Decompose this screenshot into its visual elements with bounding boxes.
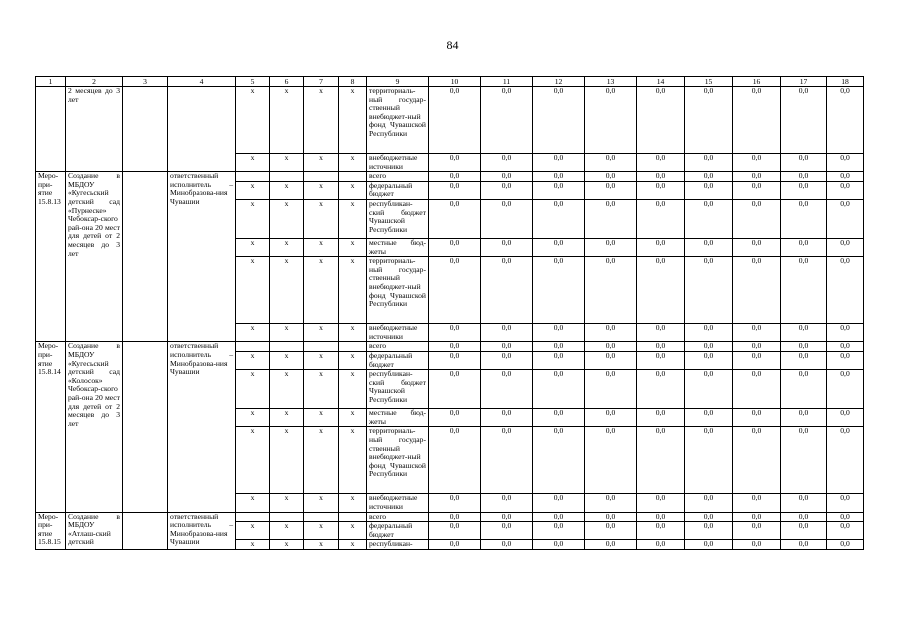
value-cell: 0,0: [733, 494, 781, 512]
value-cell: 0,0: [637, 351, 685, 369]
value-cell: 0,0: [827, 427, 864, 494]
value-cell: 0,0: [481, 324, 533, 342]
value-cell: 0,0: [429, 522, 481, 540]
x-mark-cell: x: [304, 87, 339, 154]
x-mark-cell: x: [270, 181, 304, 199]
value-cell: 0,0: [481, 522, 533, 540]
value-cell: 0,0: [585, 342, 637, 352]
x-mark-cell: x: [339, 238, 367, 256]
value-cell: 0,0: [781, 199, 827, 238]
value-cell: 0,0: [685, 409, 733, 427]
value-cell: 0,0: [637, 238, 685, 256]
column-header: 5: [236, 77, 270, 87]
x-mark-cell: x: [270, 324, 304, 342]
x-mark-cell: x: [236, 351, 270, 369]
x-mark-cell: x: [270, 540, 304, 550]
value-cell: 0,0: [781, 351, 827, 369]
value-cell: 0,0: [637, 370, 685, 409]
column-header: 8: [339, 77, 367, 87]
value-cell: 0,0: [827, 181, 864, 199]
x-mark-cell: [304, 172, 339, 182]
value-cell: 0,0: [685, 342, 733, 352]
value-cell: 0,0: [781, 512, 827, 522]
value-cell: 0,0: [827, 494, 864, 512]
value-cell: 0,0: [429, 409, 481, 427]
value-cell: 0,0: [733, 370, 781, 409]
value-cell: 0,0: [429, 427, 481, 494]
value-cell: 0,0: [827, 87, 864, 154]
value-cell: 0,0: [827, 351, 864, 369]
value-cell: 0,0: [637, 87, 685, 154]
value-cell: 0,0: [781, 540, 827, 550]
measure-label-cell: Меро-при-ятие 15.8.14: [36, 342, 66, 512]
value-cell: 0,0: [533, 238, 585, 256]
x-mark-cell: x: [304, 494, 339, 512]
value-cell: 0,0: [685, 370, 733, 409]
value-cell: 0,0: [585, 409, 637, 427]
x-mark-cell: x: [304, 324, 339, 342]
x-mark-cell: x: [304, 257, 339, 324]
x-mark-cell: x: [339, 427, 367, 494]
value-cell: 0,0: [481, 427, 533, 494]
value-cell: 0,0: [733, 324, 781, 342]
value-cell: 0,0: [585, 172, 637, 182]
column-header: 12: [533, 77, 585, 87]
x-mark-cell: x: [236, 370, 270, 409]
x-mark-cell: x: [236, 154, 270, 172]
value-cell: 0,0: [429, 512, 481, 522]
empty-cell: [123, 342, 168, 512]
value-cell: 0,0: [533, 409, 585, 427]
x-mark-cell: x: [339, 494, 367, 512]
value-cell: 0,0: [585, 87, 637, 154]
value-cell: 0,0: [429, 87, 481, 154]
x-mark-cell: x: [270, 87, 304, 154]
x-mark-cell: x: [236, 540, 270, 550]
executor-cell: ответственный исполнитель – Минобразова-ния Чувашии: [168, 172, 236, 342]
column-header: 4: [168, 77, 236, 87]
value-cell: 0,0: [827, 324, 864, 342]
value-cell: 0,0: [733, 257, 781, 324]
value-cell: 0,0: [685, 324, 733, 342]
x-mark-cell: x: [339, 370, 367, 409]
x-mark-cell: x: [236, 87, 270, 154]
value-cell: 0,0: [685, 494, 733, 512]
executor-cell: ответственный исполнитель – Минобразова-ния Чувашии: [168, 342, 236, 512]
x-mark-cell: x: [236, 522, 270, 540]
x-mark-cell: x: [270, 494, 304, 512]
value-cell: 0,0: [637, 540, 685, 550]
column-header: 10: [429, 77, 481, 87]
value-cell: 0,0: [733, 427, 781, 494]
measure-description-cell: Создание в МБДОУ «Атлаш-ский детский: [66, 512, 123, 549]
value-cell: 0,0: [733, 87, 781, 154]
value-cell: 0,0: [429, 199, 481, 238]
funding-source-cell: местные бюд-жеты: [367, 238, 429, 256]
value-cell: 0,0: [481, 494, 533, 512]
x-mark-cell: x: [270, 351, 304, 369]
x-mark-cell: x: [270, 238, 304, 256]
column-header: 3: [123, 77, 168, 87]
value-cell: 0,0: [533, 494, 585, 512]
value-cell: 0,0: [429, 172, 481, 182]
value-cell: 0,0: [481, 199, 533, 238]
x-mark-cell: x: [236, 494, 270, 512]
x-mark-cell: x: [339, 257, 367, 324]
value-cell: 0,0: [481, 351, 533, 369]
value-cell: 0,0: [533, 512, 585, 522]
x-mark-cell: x: [270, 154, 304, 172]
x-mark-cell: [304, 342, 339, 352]
x-mark-cell: x: [236, 409, 270, 427]
x-mark-cell: [270, 512, 304, 522]
value-cell: 0,0: [429, 154, 481, 172]
value-cell: 0,0: [733, 199, 781, 238]
value-cell: 0,0: [533, 172, 585, 182]
value-cell: 0,0: [781, 409, 827, 427]
value-cell: 0,0: [827, 540, 864, 550]
column-header: 13: [585, 77, 637, 87]
value-cell: 0,0: [781, 370, 827, 409]
value-cell: 0,0: [637, 512, 685, 522]
x-mark-cell: x: [304, 522, 339, 540]
value-cell: 0,0: [481, 154, 533, 172]
value-cell: 0,0: [533, 522, 585, 540]
budget-table-container: [35, 76, 864, 550]
value-cell: 0,0: [481, 238, 533, 256]
value-cell: 0,0: [533, 324, 585, 342]
value-cell: 0,0: [533, 370, 585, 409]
x-mark-cell: x: [304, 154, 339, 172]
x-mark-cell: [270, 342, 304, 352]
table-row: [36, 87, 864, 154]
value-cell: 0,0: [481, 342, 533, 352]
column-header: 2: [66, 77, 123, 87]
value-cell: 0,0: [827, 172, 864, 182]
page-number: 84: [446, 38, 459, 52]
value-cell: 0,0: [481, 512, 533, 522]
value-cell: 0,0: [585, 238, 637, 256]
value-cell: 0,0: [585, 540, 637, 550]
value-cell: 0,0: [733, 154, 781, 172]
value-cell: 0,0: [637, 199, 685, 238]
funding-source-cell: федеральный бюджет: [367, 181, 429, 199]
funding-source-cell: республикан-: [367, 540, 429, 550]
value-cell: 0,0: [685, 154, 733, 172]
value-cell: 0,0: [533, 199, 585, 238]
value-cell: 0,0: [429, 370, 481, 409]
funding-source-cell: всего: [367, 512, 429, 522]
budget-table: [35, 76, 864, 550]
x-mark-cell: x: [236, 199, 270, 238]
value-cell: 0,0: [781, 172, 827, 182]
x-mark-cell: x: [339, 181, 367, 199]
x-mark-cell: x: [236, 324, 270, 342]
value-cell: 0,0: [481, 370, 533, 409]
value-cell: 0,0: [533, 87, 585, 154]
x-mark-cell: x: [304, 181, 339, 199]
value-cell: 0,0: [733, 351, 781, 369]
value-cell: 0,0: [637, 181, 685, 199]
value-cell: 0,0: [733, 540, 781, 550]
value-cell: 0,0: [533, 257, 585, 324]
x-mark-cell: [236, 342, 270, 352]
value-cell: 0,0: [781, 154, 827, 172]
x-mark-cell: x: [270, 370, 304, 409]
value-cell: 0,0: [781, 257, 827, 324]
value-cell: 0,0: [637, 494, 685, 512]
value-cell: 0,0: [533, 540, 585, 550]
value-cell: 0,0: [585, 351, 637, 369]
x-mark-cell: x: [339, 154, 367, 172]
value-cell: 0,0: [585, 494, 637, 512]
funding-source-cell: всего: [367, 172, 429, 182]
value-cell: 0,0: [781, 494, 827, 512]
value-cell: 0,0: [685, 257, 733, 324]
value-cell: 0,0: [685, 427, 733, 494]
x-mark-cell: x: [304, 199, 339, 238]
x-mark-cell: [304, 512, 339, 522]
value-cell: 0,0: [781, 342, 827, 352]
value-cell: 0,0: [637, 342, 685, 352]
x-mark-cell: x: [304, 370, 339, 409]
x-mark-cell: x: [270, 257, 304, 324]
x-mark-cell: x: [236, 181, 270, 199]
column-header: 11: [481, 77, 533, 87]
value-cell: 0,0: [585, 427, 637, 494]
x-mark-cell: x: [339, 522, 367, 540]
value-cell: 0,0: [585, 370, 637, 409]
value-cell: 0,0: [685, 351, 733, 369]
x-mark-cell: x: [339, 409, 367, 427]
value-cell: 0,0: [685, 522, 733, 540]
x-mark-cell: x: [270, 409, 304, 427]
value-cell: 0,0: [781, 181, 827, 199]
x-mark-cell: x: [339, 540, 367, 550]
x-mark-cell: x: [270, 199, 304, 238]
table-body: [36, 77, 864, 550]
value-cell: 0,0: [585, 199, 637, 238]
value-cell: 0,0: [585, 324, 637, 342]
value-cell: 0,0: [685, 172, 733, 182]
measure-description-cell: 2 месяцев до 3 лет: [66, 87, 123, 172]
x-mark-cell: [236, 512, 270, 522]
column-header: 9: [367, 77, 429, 87]
x-mark-cell: x: [270, 522, 304, 540]
value-cell: 0,0: [733, 238, 781, 256]
value-cell: 0,0: [585, 154, 637, 172]
value-cell: 0,0: [733, 409, 781, 427]
value-cell: 0,0: [533, 342, 585, 352]
value-cell: 0,0: [733, 181, 781, 199]
x-mark-cell: [236, 172, 270, 182]
x-mark-cell: x: [236, 257, 270, 324]
value-cell: 0,0: [533, 154, 585, 172]
value-cell: 0,0: [585, 512, 637, 522]
value-cell: 0,0: [781, 324, 827, 342]
value-cell: 0,0: [429, 324, 481, 342]
value-cell: 0,0: [533, 351, 585, 369]
value-cell: 0,0: [533, 427, 585, 494]
funding-source-cell: территориаль-ный государ-ственный внебюджет-ный фонд Чувашской Республики: [367, 427, 429, 494]
empty-cell: [123, 87, 168, 172]
empty-cell: [123, 172, 168, 342]
value-cell: 0,0: [481, 87, 533, 154]
column-header: 14: [637, 77, 685, 87]
empty-cell: [123, 512, 168, 549]
measure-description-cell: Создание в МБДОУ «Кугесьский детский сад «Пурнеске» Чебоксар-ского рай-она 20 мест для детей от 2 месяцев до 3 лет: [66, 172, 123, 342]
funding-source-cell: федеральный бюджет: [367, 522, 429, 540]
x-mark-cell: x: [304, 427, 339, 494]
value-cell: 0,0: [781, 238, 827, 256]
value-cell: 0,0: [429, 181, 481, 199]
value-cell: 0,0: [637, 427, 685, 494]
column-header: 7: [304, 77, 339, 87]
table-row: [36, 172, 864, 182]
column-header: 18: [827, 77, 864, 87]
column-header: 1: [36, 77, 66, 87]
funding-source-cell: территориаль-ный государ-ственный внебюджет-ный фонд Чувашской Республики: [367, 87, 429, 154]
value-cell: 0,0: [481, 181, 533, 199]
x-mark-cell: [339, 342, 367, 352]
x-mark-cell: x: [236, 427, 270, 494]
value-cell: 0,0: [585, 522, 637, 540]
x-mark-cell: x: [304, 238, 339, 256]
x-mark-cell: x: [304, 409, 339, 427]
value-cell: 0,0: [685, 512, 733, 522]
funding-source-cell: внебюджетные источники: [367, 324, 429, 342]
value-cell: 0,0: [429, 257, 481, 324]
x-mark-cell: x: [270, 427, 304, 494]
x-mark-cell: x: [236, 238, 270, 256]
value-cell: 0,0: [827, 238, 864, 256]
value-cell: 0,0: [781, 522, 827, 540]
value-cell: 0,0: [827, 522, 864, 540]
value-cell: 0,0: [733, 172, 781, 182]
value-cell: 0,0: [685, 238, 733, 256]
x-mark-cell: [270, 172, 304, 182]
value-cell: 0,0: [685, 199, 733, 238]
value-cell: 0,0: [585, 181, 637, 199]
executor-cell: ответственный исполнитель – Минобразова-ния Чувашии: [168, 512, 236, 549]
x-mark-cell: x: [339, 87, 367, 154]
value-cell: 0,0: [429, 342, 481, 352]
value-cell: 0,0: [637, 409, 685, 427]
value-cell: 0,0: [685, 181, 733, 199]
value-cell: 0,0: [827, 512, 864, 522]
x-mark-cell: x: [304, 351, 339, 369]
value-cell: 0,0: [827, 154, 864, 172]
measure-label-cell: Меро-при-ятие 15.8.15: [36, 512, 66, 549]
table-row: [36, 342, 864, 352]
column-header: 17: [781, 77, 827, 87]
value-cell: 0,0: [429, 540, 481, 550]
column-header: 15: [685, 77, 733, 87]
value-cell: 0,0: [827, 199, 864, 238]
funding-source-cell: внебюджетные источники: [367, 494, 429, 512]
value-cell: 0,0: [481, 540, 533, 550]
funding-source-cell: внебюджетные источники: [367, 154, 429, 172]
value-cell: 0,0: [781, 427, 827, 494]
value-cell: 0,0: [637, 154, 685, 172]
x-mark-cell: x: [304, 540, 339, 550]
value-cell: 0,0: [685, 540, 733, 550]
value-cell: 0,0: [781, 87, 827, 154]
value-cell: 0,0: [481, 172, 533, 182]
value-cell: 0,0: [481, 409, 533, 427]
value-cell: 0,0: [733, 512, 781, 522]
value-cell: 0,0: [429, 351, 481, 369]
x-mark-cell: x: [339, 351, 367, 369]
funding-source-cell: федеральный бюджет: [367, 351, 429, 369]
value-cell: 0,0: [827, 342, 864, 352]
funding-source-cell: республикан-ский бюджет Чувашской Республики: [367, 199, 429, 238]
table-row: [36, 512, 864, 522]
x-mark-cell: x: [339, 324, 367, 342]
value-cell: 0,0: [827, 257, 864, 324]
value-cell: 0,0: [685, 87, 733, 154]
value-cell: 0,0: [585, 257, 637, 324]
column-header: 16: [733, 77, 781, 87]
value-cell: 0,0: [827, 370, 864, 409]
value-cell: 0,0: [429, 238, 481, 256]
measure-label-cell: [36, 87, 66, 172]
value-cell: 0,0: [481, 257, 533, 324]
executor-cell: [168, 87, 236, 172]
x-mark-cell: [339, 512, 367, 522]
value-cell: 0,0: [733, 522, 781, 540]
value-cell: 0,0: [429, 494, 481, 512]
funding-source-cell: местные бюд-жеты: [367, 409, 429, 427]
funding-source-cell: территориаль-ный государ-ственный внебюджет-ный фонд Чувашской Республики: [367, 257, 429, 324]
value-cell: 0,0: [637, 257, 685, 324]
column-header: 6: [270, 77, 304, 87]
header-row: [36, 77, 864, 87]
value-cell: 0,0: [637, 522, 685, 540]
value-cell: 0,0: [637, 324, 685, 342]
value-cell: 0,0: [733, 342, 781, 352]
funding-source-cell: всего: [367, 342, 429, 352]
value-cell: 0,0: [637, 172, 685, 182]
value-cell: 0,0: [533, 181, 585, 199]
x-mark-cell: [339, 172, 367, 182]
measure-description-cell: Создание в МБДОУ «Кугесьский детский сад «Колосок» Чебоксар-ского рай-она 20 мест для детей от 2 месяцев до 3 лет: [66, 342, 123, 512]
x-mark-cell: x: [339, 199, 367, 238]
funding-source-cell: республикан-ский бюджет Чувашской Республики: [367, 370, 429, 409]
value-cell: 0,0: [827, 409, 864, 427]
measure-label-cell: Меро-при-ятие 15.8.13: [36, 172, 66, 342]
